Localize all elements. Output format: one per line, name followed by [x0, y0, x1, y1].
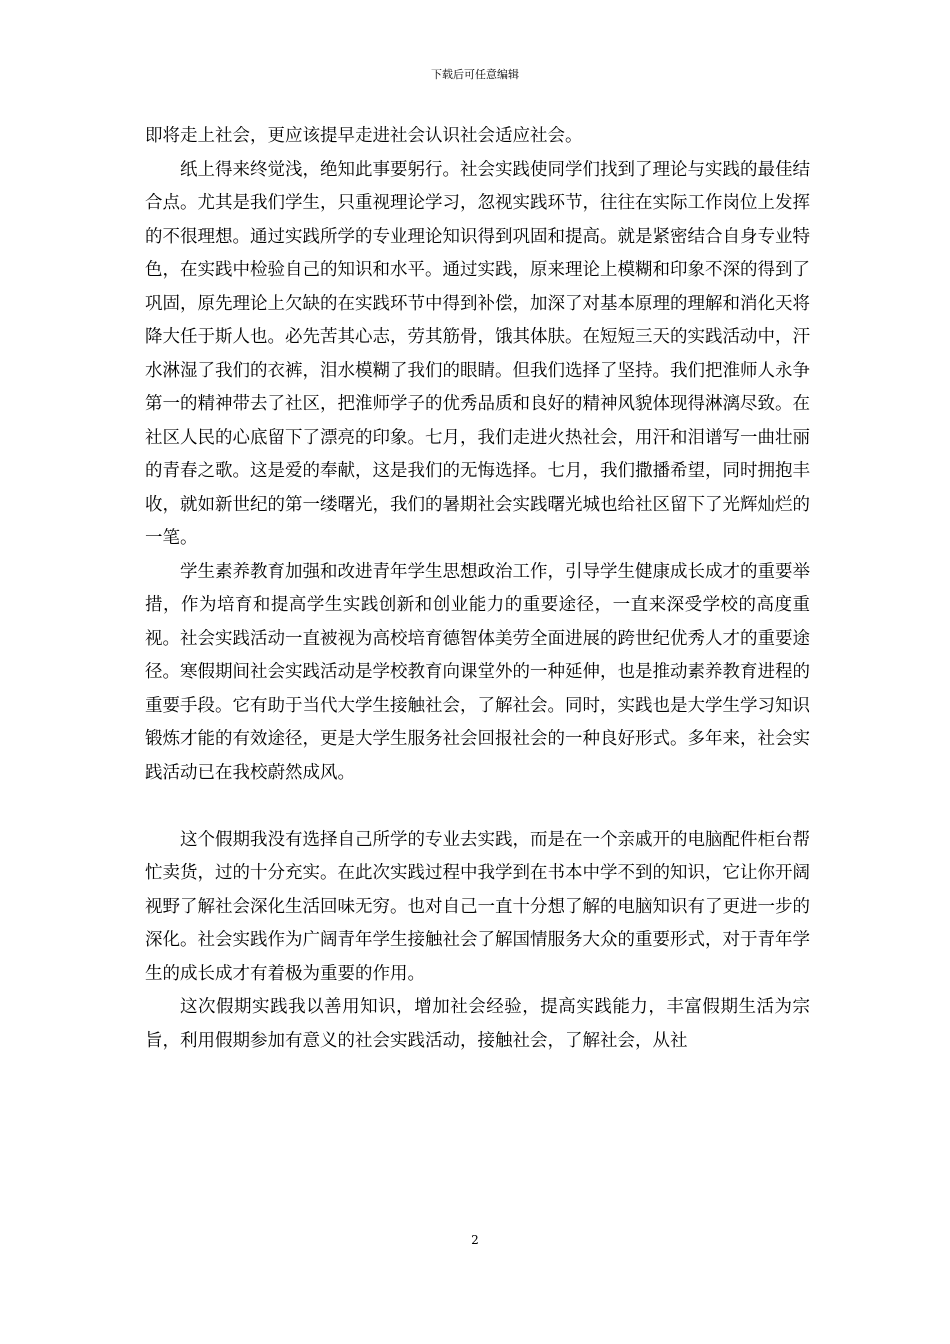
page-header: 下载后可任意编辑	[431, 68, 519, 81]
paragraph-computer-store: 这个假期我没有选择自己所学的专业去实践，而是在一个亲戚开的电脑配件柜台帮忙卖货，过的十分充实。在此次实践过程中我学到在书本中学不到的知识，它让你开阔视野了解社会深化生活回味无穷。也对自己一直十分想了解的电脑知识有了更进一步的深化。社会实践作为广阔青年学生接触社会了解国情服务大众的重要形式，对于青年学生的成长成才有着极为重要的作用。	[145, 829, 810, 984]
document-body	[145, 120, 810, 1058]
paragraph-holiday-purpose: 这次假期实践我以善用知识，增加社会经验，提高实践能力，丰富假期生活为宗旨，利用假期参加有意义的社会实践活动，接触社会，了解社会，从社	[145, 997, 810, 1051]
page-number: 2	[471, 1233, 479, 1247]
paragraph-practice-knowledge: 纸上得来终觉浅，绝知此事要躬行。社会实践使同学们找到了理论与实践的最佳结合点。尤其是我们学生，只重视理论学习，忽视实践环节，往往在实际工作岗位上发挥的不很理想。通过实践所学的专业理论知识得到巩固和提高。就是紧密结合自身专业特色，在实践中检验自己的知识和水平。通过实践，原来理论上模糊和印象不深的得到了巩固，原先理论上欠缺的在实践环节中得到补偿，加深了对基本原理的理解和消化天将降大任于斯人也。必先苦其心志，劳其筋骨，饿其体肤。在短短三天的实践活动中，汗水淋湿了我们的衣裤，泪水模糊了我们的眼睛。但我们选择了坚持。我们把淮师人永争第一的精神带去了社区，把淮师学子的优秀品质和良好的精神风貌体现得淋漓尽致。在社区人民的心底留下了漂亮的印象。七月，我们走进火热社会，用汗和泪谱写一曲壮丽的青春之歌。这是爱的奉献，这是我们的无悔选择。七月，我们撒播希望，同时拥抱丰收，就如新世纪的第一缕曙光，我们的暑期社会实践曙光城也给社区留下了光辉灿烂的一笔。	[145, 159, 810, 548]
paragraph-continuation: 即将走上社会，更应该提早走进社会认识社会适应社会。	[145, 126, 583, 146]
paragraph-gap	[145, 790, 810, 824]
paragraph-quality-education: 学生素养教育加强和改进青年学生思想政治工作，引导学生健康成长成才的重要举措，作为培育和提高学生实践创新和创业能力的重要途径，一直来深受学校的高度重视。社会实践活动一直被视为高校培育德智体美劳全面进展的跨世纪优秀人才的重要途径。寒假期间社会实践活动是学校教育向课堂外的一种延伸，也是推动素养教育进程的重要手段。它有助于当代大学生接触社会，了解社会。同时，实践也是大学生学习知识锻炼才能的有效途径，更是大学生服务社会回报社会的一种良好形式。多年来，社会实践活动已在我校蔚然成风。	[145, 561, 810, 783]
